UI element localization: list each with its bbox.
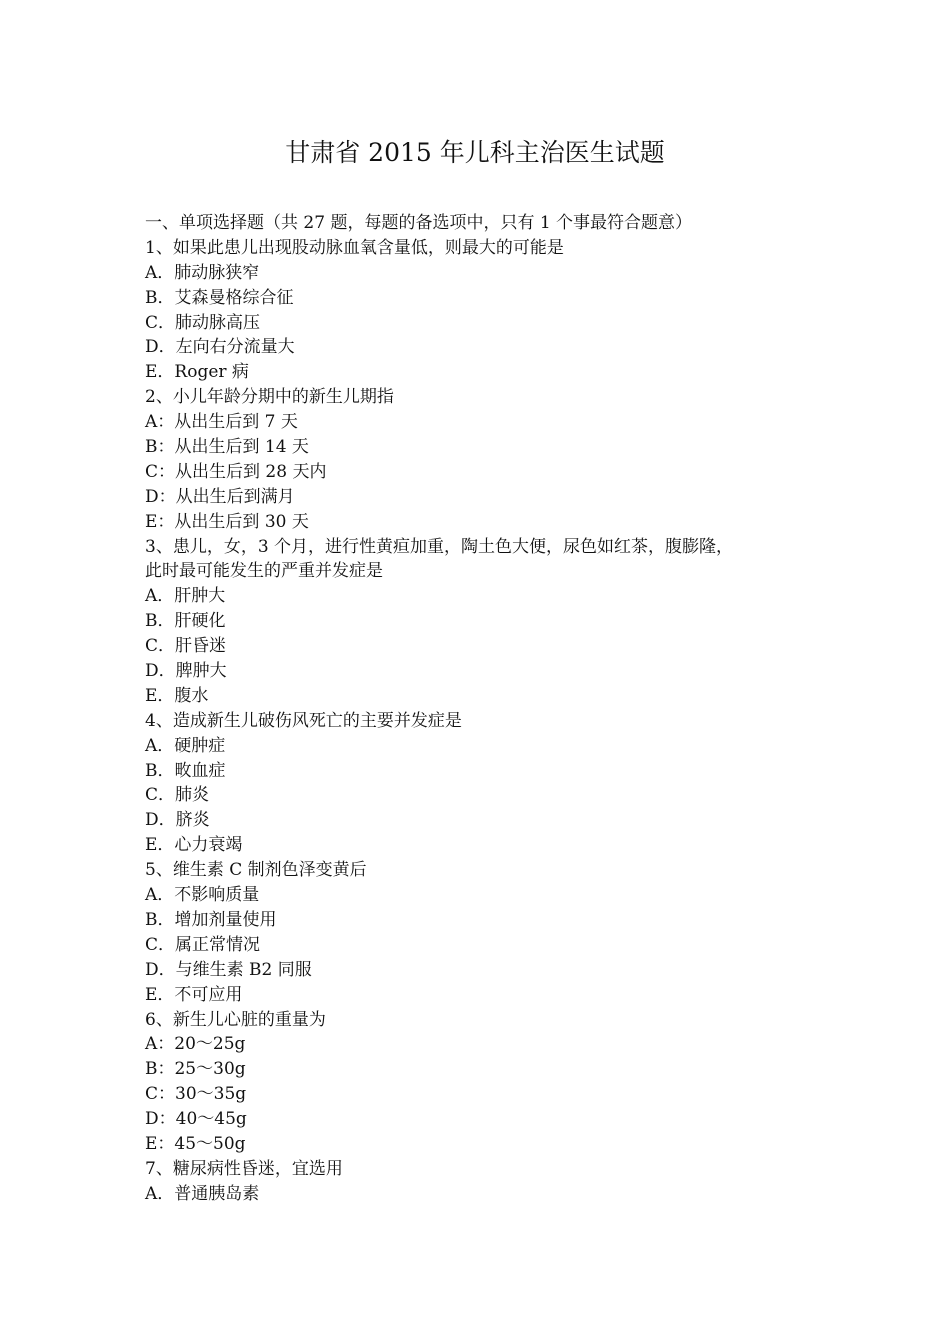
document-body — [145, 211, 815, 1207]
text-line: B．增加剂量使用 — [145, 909, 277, 930]
text-line: B：从出生后到 14 天 — [145, 437, 309, 458]
text-line: E．腹水 — [145, 685, 209, 706]
text-line: A．硬肿症 — [145, 735, 226, 756]
text-line: E：从出生后到 30 天 — [145, 511, 309, 532]
text-line: 4、造成新生儿破伤风死亡的主要并发症是 — [145, 710, 462, 731]
text-line: D．与维生素 B2 同服 — [145, 959, 312, 980]
text-line: 2、小儿年龄分期中的新生儿期指 — [145, 387, 394, 408]
text-line: 此时最可能发生的严重并发症是 — [145, 561, 383, 582]
text-line: D：从出生后到满月 — [145, 486, 295, 507]
text-line: D．脐炎 — [145, 810, 210, 831]
text-line: 7、糖尿病性昏迷，宜选用 — [145, 1158, 343, 1179]
text-line: B：25～30g — [145, 1059, 246, 1080]
text-line: A．肺动脉狭窄 — [145, 262, 260, 283]
text-line: 5、维生素 C 制剂色泽变黄后 — [145, 860, 367, 881]
text-line: A．肝肿大 — [145, 586, 226, 607]
text-line: E：45～50g — [145, 1133, 246, 1154]
document-title: 甘肃省 2015 年儿科主治医生试题 — [285, 138, 665, 167]
text-line: E．心力衰竭 — [145, 835, 243, 856]
section-heading: 一、单项选择题（共 27 题，每题的备选项中，只有 1 个事最符合题意） — [145, 213, 693, 233]
text-line: A：从出生后到 7 天 — [145, 412, 298, 433]
text-line: B．艾森曼格综合征 — [145, 287, 294, 308]
text-line: C：30～35g — [145, 1084, 247, 1105]
text-line: D．脾肿大 — [145, 661, 227, 682]
text-line: C．肺动脉高压 — [145, 312, 261, 333]
text-line: C：从出生后到 28 天内 — [145, 461, 327, 482]
text-line: D．左向右分流量大 — [145, 337, 295, 358]
text-line: C．肝昏迷 — [145, 636, 227, 657]
text-line: 3、患儿，女，3 个月，进行性黄疸加重，陶土色大便，尿色如红茶，腹膨隆， — [145, 536, 734, 557]
text-line: E．Roger 病 — [145, 362, 249, 383]
text-line: C．属正常情况 — [145, 934, 261, 955]
text-line: C．肺炎 — [145, 785, 210, 806]
text-line: E．不可应用 — [145, 984, 243, 1005]
text-line: A．不影响质量 — [145, 885, 260, 906]
text-line: 1、如果此患儿出现股动脉血氧含量低，则最大的可能是 — [145, 237, 564, 258]
question-list — [145, 236, 815, 1207]
text-line: A：20～25g — [145, 1034, 246, 1055]
text-line: D：40～45g — [145, 1109, 247, 1130]
text-line: 6、新生儿心脏的重量为 — [145, 1009, 326, 1030]
text-line: B．肝硬化 — [145, 611, 226, 632]
text-line: B．畋血症 — [145, 760, 226, 781]
text-line: A．普通胰岛素 — [145, 1183, 260, 1204]
